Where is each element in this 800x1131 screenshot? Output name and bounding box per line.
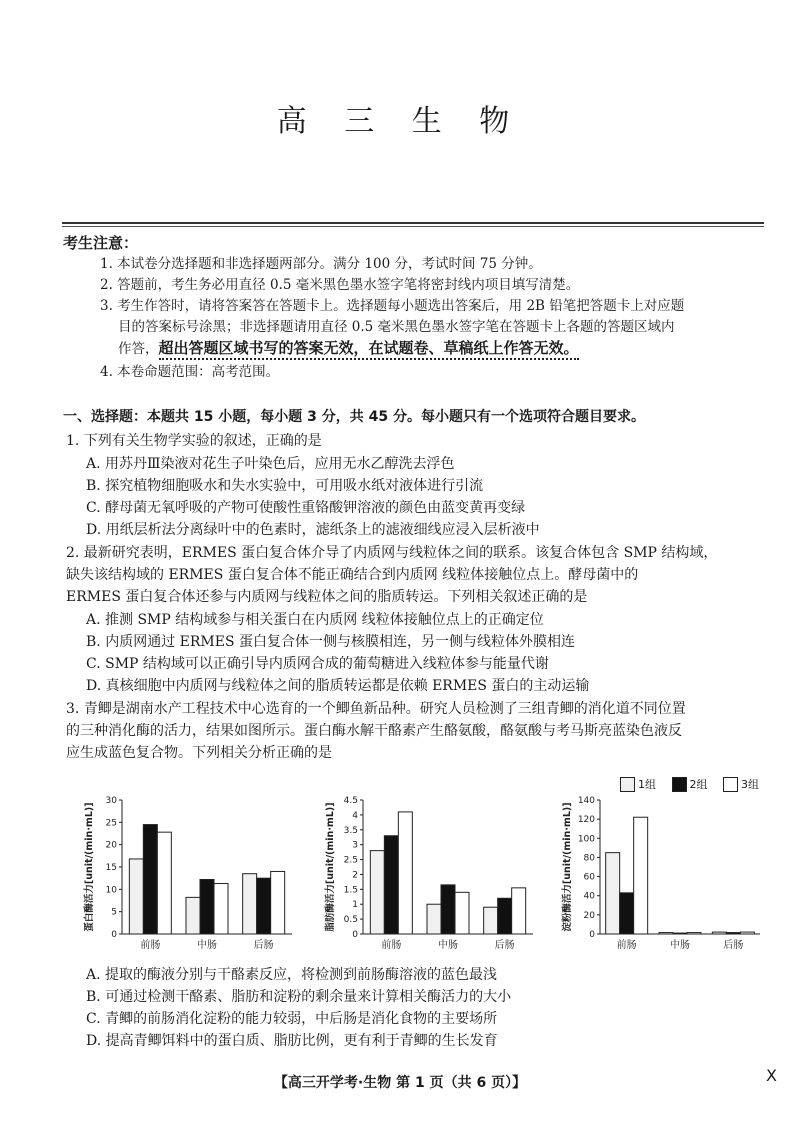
chart-2-ylabel: 脂肪酶活力[unit/(min·mL)] [325,802,336,932]
chart-2-bar-后肠-3组 [512,888,526,934]
q3-stem-2: 的三种消化酶的活力，结果如图所示。蛋白酶水解干酪素产生酪氨酸，酪氨酸与考马斯亮蓝染色液反 [66,723,682,739]
chart-3-bar-前肠-3组 [634,817,648,934]
section-heading: 一、选择题：本题共 15 小题，每小题 3 分，共 45 分。每小题只有一个选项符合题目要求。 [63,409,645,425]
q2-option-b: B. 内质网通过 ERMES 蛋白复合体一侧与核膜相连，另一侧与线粒体外膜相连 [86,634,575,650]
chart-2-ytick-label: 2.5 [343,855,358,866]
chart-1-bar-后肠-1组 [243,874,257,934]
q1-option-c: C. 酵母菌无氧呼吸的产物可使酸性重铬酸钾溶液的颜色由蓝变黄再变绿 [86,500,526,516]
chart-2-ytick-label: 0 [352,930,358,940]
chart-3-ytick-label: 100 [577,834,595,845]
legend-label-3: 3组 [741,778,759,791]
notice-item-4: 4. 本卷命题范围：高考范围。 [100,364,280,380]
header-rule [62,222,764,224]
chart-1-bar-后肠-2组 [257,878,271,934]
chart-3-bar-前肠-1组 [606,853,620,934]
notice-warning: 超出答题区域书写的答案无效，在试题卷、草稿纸上作答无效。 [159,339,579,360]
chart-2-ytick-label: 4.5 [343,796,358,806]
chart-1-category-label: 后肠 [253,940,274,951]
chart-3-ytick-label: 40 [583,891,595,902]
chart-3-bar-中肠-3组 [687,933,701,934]
chart-2-ytick-label: 2 [352,870,358,881]
header-rule-thin [62,226,764,227]
q2-option-d: D. 真核细胞中内质网与线粒体之间的脂质转运都是依赖 ERMES 蛋白的主动运输 [86,678,590,694]
chart-2-ytick-label: 4 [352,810,358,821]
chart-1-ytick-label: 0 [111,930,117,940]
chart-2-ytick-label: 3.5 [343,825,358,836]
page-title: 高 三 生 物 [276,104,524,139]
chart-2-ytick-label: 1 [352,900,358,911]
chart-3-bar-中肠-2组 [673,933,687,934]
chart-1-ytick-label: 10 [105,885,117,896]
chart-1-bar-后肠-3组 [271,871,285,934]
chart-1-ytick-label: 25 [105,818,117,829]
q1-option-a: A. 用苏丹Ⅲ染液对花生子叶染色后，应用无水乙醇洗去浮色 [86,456,455,472]
chart-2-ytick-label: 3 [352,840,358,851]
chart-1-ylabel: 蛋白酶活力[unit/(min·mL)] [84,802,95,932]
legend-label-1: 1组 [638,778,656,791]
chart-3-category-label: 中肠 [670,940,690,951]
chart-1-category-label: 前肠 [140,940,161,951]
q3-option-a: A. 提取的酶液分别与干酪素反应，将检测到前肠酶溶液的蓝色最浅 [86,967,498,983]
chart-1-category-label: 中肠 [197,940,217,951]
chart-1-ytick-label: 15 [105,863,117,873]
q3-stem-1: 3. 青鲫是湖南水产工程技术中心选育的一个鲫鱼新品种。研究人员检测了三组青鲫的消化道不同位置 [66,701,686,717]
chart-3-bar-后肠-2组 [726,933,740,934]
enzyme-charts [80,788,760,960]
chart-3-ytick-label: 60 [583,872,595,883]
chart-2-bar-前肠-3组 [398,812,412,934]
chart-2-ytick-label: 0.5 [343,915,358,926]
chart-2-bar-中肠-3组 [455,892,469,934]
chart-3-ylabel: 淀粉酶活力[unit/(min·mL)] [562,802,573,932]
notice-item-2: 2. 答题前，考生务必用直径 0.5 毫米黑色墨水签字笔将密封线内项目填写清楚。 [100,277,580,293]
notice-item-3-cont: 目的答案标号涂黑；非选择题请用直径 0.5 毫米黑色墨水签字笔在答题卡上各题的答题区域内 [118,319,675,335]
chart-2-bar-后肠-2组 [498,898,512,934]
corner-mark: X [766,1066,777,1085]
q1-option-b: B. 探究植物细胞吸水和失水实验中，可用吸水纸对液体进行引流 [86,478,484,494]
q3-stem-3: 应生成蓝色复合物。下列相关分析正确的是 [66,745,332,761]
chart-2-category-label: 后肠 [494,940,515,951]
q1-stem: 1. 下列有关生物学实验的叙述，正确的是 [66,433,322,449]
chart-1-bar-前肠-1组 [129,859,143,934]
chart-3-bar-后肠-1组 [712,932,726,934]
chart-2-ytick-label: 1.5 [343,885,358,896]
chart-1-ytick-label: 30 [105,796,117,806]
notice-heading: 考生注意： [63,234,139,252]
q2-option-a: A. 推测 SMP 结构域参与相关蛋白在内质网 线粒体接触位点上的正确定位 [86,612,544,628]
chart-2-category-label: 中肠 [438,940,458,951]
chart-3-category-label: 后肠 [723,940,744,951]
chart-2-bar-前肠-2组 [384,836,398,934]
q2-stem-1: 2. 最新研究表明，ERMES 蛋白复合体介导了内质网与线粒体之间的联系。该复合体包含 SMP 结构域， [66,545,718,561]
chart-3-ytick-label: 80 [583,853,595,864]
chart-1-bar-前肠-3组 [157,832,171,934]
q3-option-b: B. 可通过检测干酪素、脂肪和淀粉的剩余量来计算相关酶活力的大小 [86,989,512,1005]
chart-2-bar-前肠-1组 [370,851,384,934]
notice-answer-word: 作答， [118,341,159,357]
notice-item-1: 1. 本试卷分选择题和非选择题两部分。满分 100 分，考试时间 75 分钟。 [100,256,542,272]
chart-3-category-label: 前肠 [616,940,637,951]
chart-2-bar-中肠-1组 [427,904,441,934]
chart-1-ytick-label: 20 [105,840,117,851]
chart-1-bar-中肠-3组 [214,884,228,934]
chart-3-bar-后肠-3组 [740,932,754,934]
chart-3-ytick-label: 120 [577,815,595,826]
q1-option-d: D. 用纸层析法分离绿叶中的色素时，滤纸条上的滤液细线应浸入层析液中 [86,522,540,538]
q2-stem-3: ERMES 蛋白复合体还参与内质网与线粒体之间的脂质转运。下列相关叙述正确的是 [66,589,588,605]
chart-3-bar-中肠-1组 [659,933,673,934]
q3-option-c: C. 青鲫的前肠消化淀粉的能力较弱，中后肠是消化食物的主要场所 [86,1011,498,1027]
chart-2-bar-后肠-1组 [484,907,498,934]
q2-stem-2: 缺失该结构域的 ERMES 蛋白复合体不能正确结合到内质网 线粒体接触位点上。酵母菌中的 [66,567,639,583]
notice-item-3-end [118,338,579,359]
chart-1-bar-前肠-2组 [143,825,157,934]
chart-2-bar-中肠-2组 [441,885,455,934]
chart-3-ytick-label: 20 [583,910,595,921]
legend-label-2: 2组 [689,778,708,791]
chart-1-ytick-label: 5 [111,907,117,918]
chart-1-bar-中肠-1组 [186,897,200,934]
q3-option-d: D. 提高青鲫饵料中的蛋白质、脂肪比例，更有利于青鲫的生长发育 [86,1033,498,1049]
page-footer: 【高三开学考·生物 第 1 页（共 6 页）】 [273,1075,527,1091]
chart-3-bar-前肠-2组 [620,893,634,934]
notice-item-3: 3. 考生作答时，请将答案答在答题卡上。选择题每小题选出答案后，用 2B 铅笔把答题卡上对应题 [100,298,685,314]
chart-3-ytick-label: 0 [589,930,595,940]
chart-1-bar-中肠-2组 [200,880,214,934]
q2-option-c: C. SMP 结构域可以正确引导内质网合成的葡萄糖进入线粒体参与能量代谢 [86,656,549,672]
chart-2-category-label: 前肠 [381,940,402,951]
chart-3-ytick-label: 140 [577,796,595,806]
